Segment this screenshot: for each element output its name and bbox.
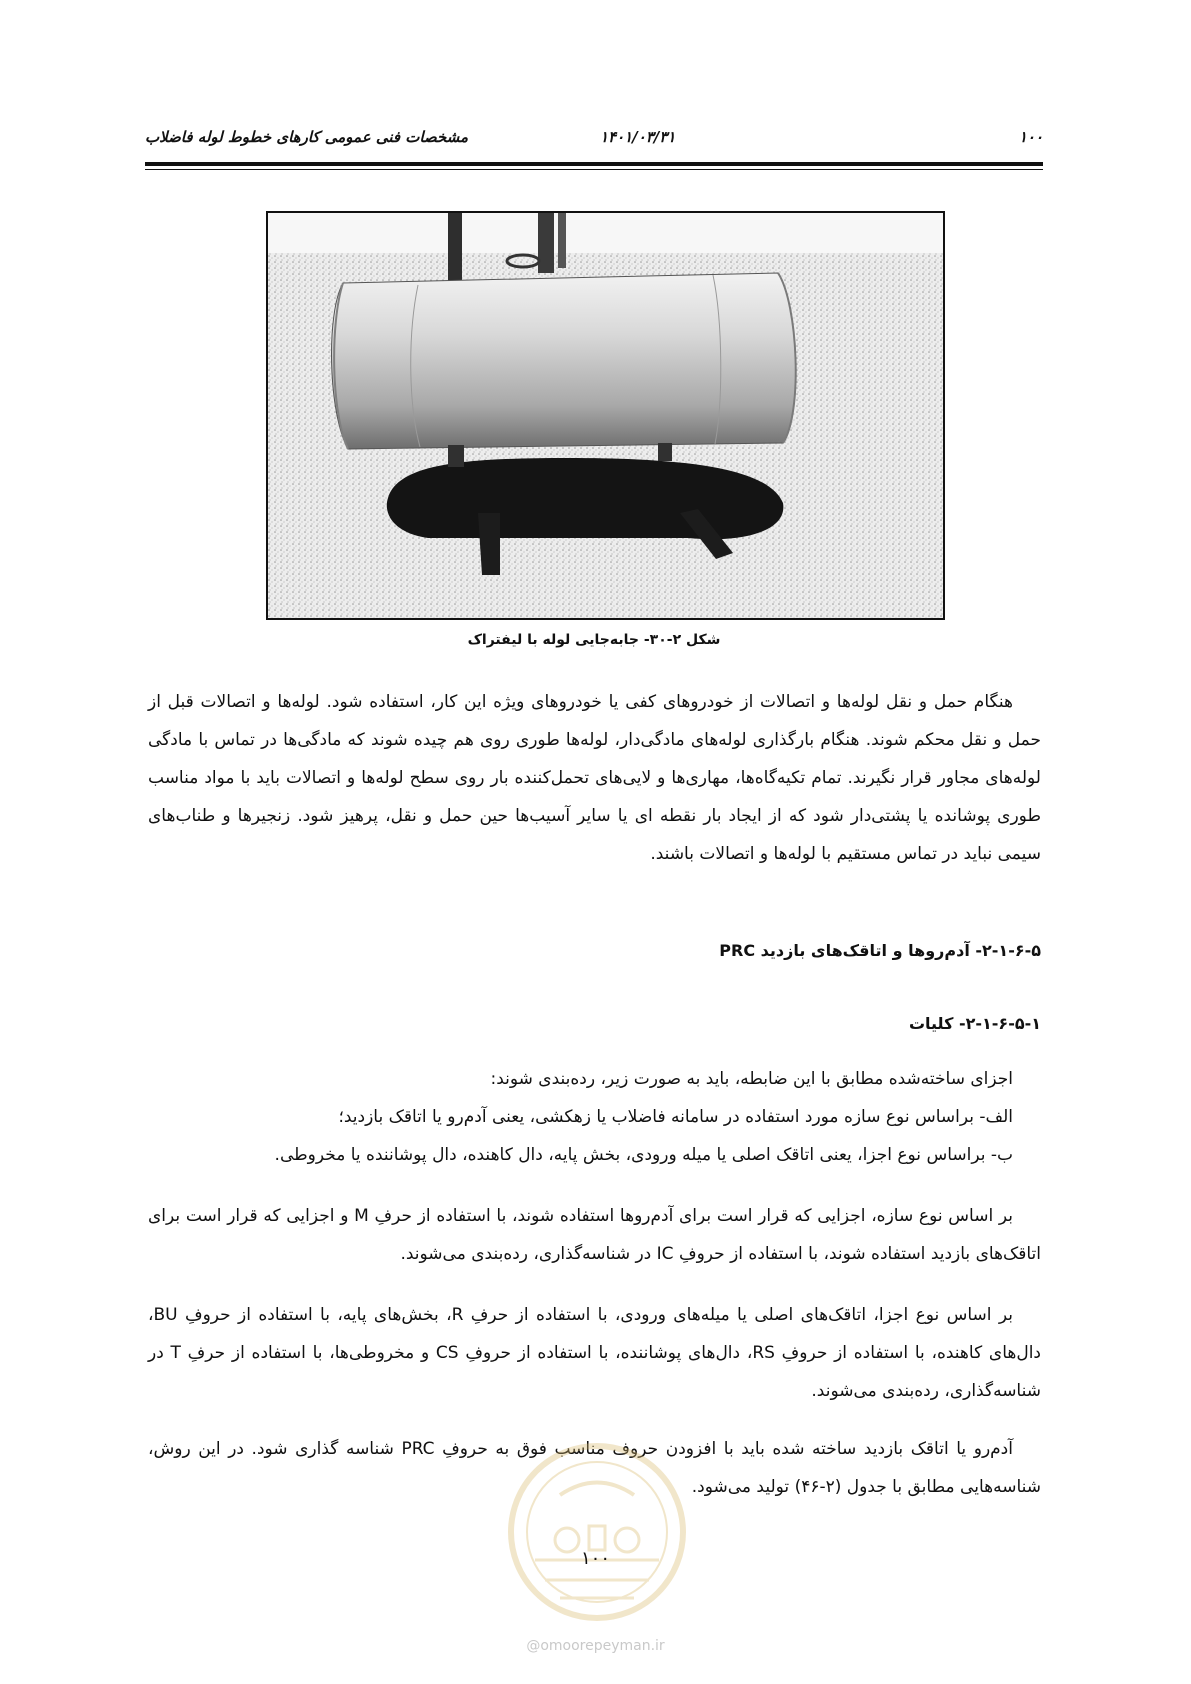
page-header (145, 128, 1043, 158)
paragraph-prc-identification: آدم‌رو یا اتاقک بازدید ساخته شده باید با افزودن حروف مناسب فوق به حروفِ PRC شناسه گذاری شود. در این روش، شناسه‌هایی مطابق با جدول (۲-۴۶) تولید می‌شود. (148, 1439, 1041, 1497)
figure-pipe-forklift-photo (266, 211, 945, 620)
header-title: مشخصات فنی عمومی کارهای خطوط لوله فاضلاب (145, 128, 469, 146)
header-rule-thin (145, 169, 1043, 170)
subsection-heading: ۲-۱-۶-۵-۱- کلیات (908, 1014, 1041, 1033)
watermark-seal-logo (505, 1440, 689, 1624)
header-page-number: ۱۰۰ (1018, 128, 1043, 146)
paragraph-component-type: بر اساس نوع اجزا، اتاقک‌های اصلی یا میله‌های ورودی، با استفاده از حرفِ R، بخش‌های پایه، با استفاده از حروفِ BU، دال‌های کاهنده، با استفاده از حروفِ RS، دال‌های پوشاننده، با استفاده از حروفِ CS و مخروطی‌ها، با استفاده از حرفِ T در شناسه‌گذاری، رده‌بندی می‌شوند. (148, 1305, 1041, 1401)
header-rule-thick (145, 162, 1043, 166)
figure-caption: شکل ۲-۳۰- جابه‌جایی لوله با لیفتراک (467, 632, 721, 648)
list-item: ب- براساس نوع اجزا، یعنی اتاقک اصلی یا میله ورودی، بخش پایه، دال کاهنده، دال پوشاننده یا مخروطی. (274, 1145, 1013, 1165)
classification-list (148, 1060, 1041, 1174)
paragraph-transport: هنگام حمل و نقل لوله‌ها و اتصالات از خودروهای کفی یا خودروهای ویژه این کار، استفاده شود. لوله‌ها و اتصالات قبل از حمل و نقل محکم شوند. هنگام بارگذاری لوله‌های مادگی‌دار، لوله‌ها طوری روی هم چیده شوند که مادگی‌ها در تماس با مادگی لوله‌های مجاور قرار نگیرند. تمام تکیه‌گاه‌ها، مهاری‌ها و لایی‌های تحمل‌کننده بار روی سطح لوله‌ها و اتصالات باید با مواد مناسب طوری پوشانده یا پشتی‌دار شود که از ایجاد بار نقطه ای یا سایر آسیب‌ها حین حمل و نقل، پرهیز شود. زنجیرها و طناب‌های سیمی نباید در تماس مستقیم با لوله‌ها و اتصالات باشند. (148, 692, 1041, 864)
watermark-url: @omoorepeyman.ir (526, 1638, 665, 1654)
list-item: الف- براساس نوع سازه مورد استفاده در سامانه فاضلاب یا زهکشی، یعنی آدم‌رو یا اتاقک بازدید؛ (338, 1107, 1013, 1127)
paragraph-structure-type: بر اساس نوع سازه، اجزایی که قرار است برای آدم‌روها استفاده شوند، با استفاده از حرفِ M و اجزایی که قرار است برای اتاقک‌های بازدید استفاده شوند، با استفاده از حروفِ IC در شناسه‌گذاری، رده‌بندی می‌شوند. (148, 1206, 1041, 1264)
section-heading: ۲-۱-۶-۵- آدم‌روها و اتاقک‌های بازدید PRC (719, 941, 1041, 960)
header-date: ۱۴۰۱/۰۳/۳۱ (600, 128, 676, 146)
list-item: اجزای ساخته‌شده مطابق با این ضابطه، باید به صورت زیر، رده‌بندی شوند: (490, 1069, 1013, 1089)
footer-page-number: ۱۰۰ (580, 1548, 610, 1569)
pipe-forklift-illustration (268, 213, 943, 618)
